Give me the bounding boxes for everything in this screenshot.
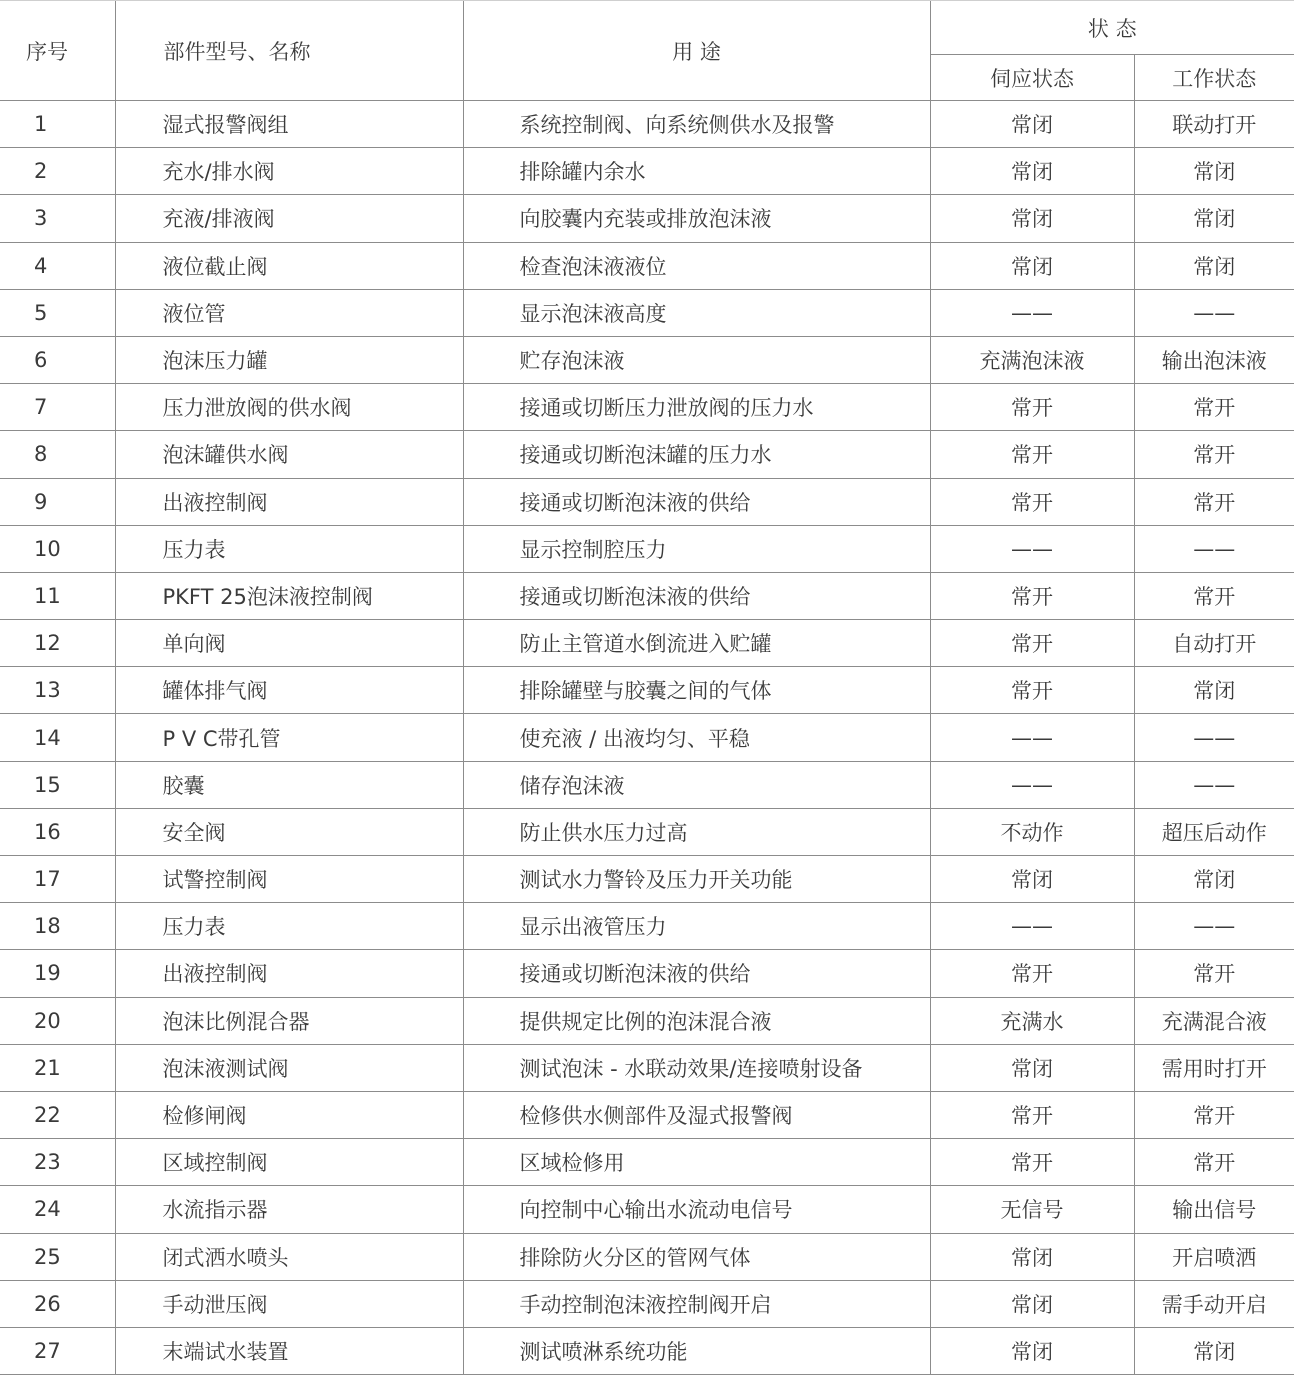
table-row	[0, 1233, 1294, 1280]
working-status: ——	[1134, 903, 1294, 950]
row-number: 16	[0, 808, 115, 855]
component-name: 水流指示器	[115, 1186, 463, 1233]
standby-status: 充满泡沫液	[930, 336, 1134, 383]
standby-status: ——	[930, 289, 1134, 336]
table-row	[0, 242, 1294, 289]
table-row	[0, 808, 1294, 855]
component-name: 泡沫罐供水阀	[115, 431, 463, 478]
row-number: 25	[0, 1233, 115, 1280]
standby-status: 常开	[930, 1139, 1134, 1186]
component-name: 检修闸阀	[115, 1091, 463, 1138]
row-number: 12	[0, 620, 115, 667]
standby-status: 常闭	[930, 856, 1134, 903]
table-row	[0, 714, 1294, 761]
header-no: 序号	[0, 1, 115, 101]
component-purpose: 测试水力警铃及压力开关功能	[463, 856, 930, 903]
component-name: 液位截止阀	[115, 242, 463, 289]
working-status: 常闭	[1134, 667, 1294, 714]
standby-status: 常闭	[930, 242, 1134, 289]
table-row	[0, 1186, 1294, 1233]
standby-status: 常闭	[930, 195, 1134, 242]
table-row	[0, 667, 1294, 714]
component-name: 罐体排气阀	[115, 667, 463, 714]
standby-status: ——	[930, 903, 1134, 950]
component-name: 充水/排水阀	[115, 148, 463, 195]
table-row	[0, 148, 1294, 195]
working-status: 常闭	[1134, 195, 1294, 242]
standby-status: 常闭	[930, 101, 1134, 148]
component-name: 湿式报警阀组	[115, 101, 463, 148]
working-status: 常开	[1134, 1091, 1294, 1138]
row-number: 19	[0, 950, 115, 997]
working-status: 联动打开	[1134, 101, 1294, 148]
component-purpose: 向胶囊内充装或排放泡沫液	[463, 195, 930, 242]
component-name: 区域控制阀	[115, 1139, 463, 1186]
component-purpose: 接通或切断泡沫液的供给	[463, 572, 930, 619]
component-name: 手动泄压阀	[115, 1280, 463, 1327]
standby-status: ——	[930, 525, 1134, 572]
standby-status: 常闭	[930, 1280, 1134, 1327]
table-row	[0, 525, 1294, 572]
working-status: ——	[1134, 289, 1294, 336]
working-status: 常开	[1134, 572, 1294, 619]
working-status: 常开	[1134, 950, 1294, 997]
standby-status: 常闭	[930, 1233, 1134, 1280]
table-row	[0, 431, 1294, 478]
row-number: 17	[0, 856, 115, 903]
standby-status: 常开	[930, 1091, 1134, 1138]
standby-status: 常开	[930, 384, 1134, 431]
working-status: 超压后动作	[1134, 808, 1294, 855]
working-status: 常闭	[1134, 1327, 1294, 1374]
row-number: 7	[0, 384, 115, 431]
row-number: 8	[0, 431, 115, 478]
working-status: 常闭	[1134, 148, 1294, 195]
working-status: ——	[1134, 761, 1294, 808]
table-row	[0, 384, 1294, 431]
header-use: 用 途	[463, 1, 930, 101]
row-number: 26	[0, 1280, 115, 1327]
component-name: 液位管	[115, 289, 463, 336]
row-number: 13	[0, 667, 115, 714]
standby-status: 常开	[930, 620, 1134, 667]
component-purpose: 排除防火分区的管网气体	[463, 1233, 930, 1280]
table-row	[0, 1327, 1294, 1374]
component-purpose: 测试喷淋系统功能	[463, 1327, 930, 1374]
table-row	[0, 289, 1294, 336]
row-number: 22	[0, 1091, 115, 1138]
working-status: 常开	[1134, 384, 1294, 431]
standby-status: 无信号	[930, 1186, 1134, 1233]
row-number: 5	[0, 289, 115, 336]
working-status: ——	[1134, 714, 1294, 761]
standby-status: ——	[930, 761, 1134, 808]
table-row	[0, 478, 1294, 525]
component-purpose: 区域检修用	[463, 1139, 930, 1186]
component-name: 泡沫比例混合器	[115, 997, 463, 1044]
component-purpose: 排除罐壁与胶囊之间的气体	[463, 667, 930, 714]
component-name: P V C带孔管	[115, 714, 463, 761]
component-purpose: 向控制中心输出水流动电信号	[463, 1186, 930, 1233]
component-name: 充液/排液阀	[115, 195, 463, 242]
row-number: 4	[0, 242, 115, 289]
table-row	[0, 195, 1294, 242]
table-row	[0, 761, 1294, 808]
component-name: 安全阀	[115, 808, 463, 855]
component-name: 压力表	[115, 525, 463, 572]
component-purpose: 显示泡沫液高度	[463, 289, 930, 336]
standby-status: 常开	[930, 667, 1134, 714]
component-name: 出液控制阀	[115, 478, 463, 525]
standby-status: 常开	[930, 572, 1134, 619]
table-row	[0, 903, 1294, 950]
row-number: 10	[0, 525, 115, 572]
standby-status: 常开	[930, 950, 1134, 997]
standby-status: ——	[930, 714, 1134, 761]
component-name: 泡沫压力罐	[115, 336, 463, 383]
component-purpose: 显示出液管压力	[463, 903, 930, 950]
component-name: 末端试水装置	[115, 1327, 463, 1374]
row-number: 15	[0, 761, 115, 808]
standby-status: 常闭	[930, 148, 1134, 195]
working-status: 充满混合液	[1134, 997, 1294, 1044]
working-status: 常闭	[1134, 242, 1294, 289]
table-row	[0, 336, 1294, 383]
row-number: 23	[0, 1139, 115, 1186]
table-row	[0, 572, 1294, 619]
working-status: 常开	[1134, 431, 1294, 478]
component-purpose: 接通或切断压力泄放阀的压力水	[463, 384, 930, 431]
table-row	[0, 1091, 1294, 1138]
component-name: 压力表	[115, 903, 463, 950]
table-row	[0, 1280, 1294, 1327]
row-number: 6	[0, 336, 115, 383]
component-purpose: 提供规定比例的泡沫混合液	[463, 997, 930, 1044]
standby-status: 常闭	[930, 1044, 1134, 1091]
component-purpose: 储存泡沫液	[463, 761, 930, 808]
row-number: 24	[0, 1186, 115, 1233]
table-row	[0, 856, 1294, 903]
component-purpose: 系统控制阀、向系统侧供水及报警	[463, 101, 930, 148]
component-purpose: 使充液 / 出液均匀、平稳	[463, 714, 930, 761]
row-number: 1	[0, 101, 115, 148]
component-purpose: 防止主管道水倒流进入贮罐	[463, 620, 930, 667]
working-status: 开启喷洒	[1134, 1233, 1294, 1280]
row-number: 27	[0, 1327, 115, 1374]
header-standby-status: 伺应状态	[930, 55, 1134, 101]
working-status: 需手动开启	[1134, 1280, 1294, 1327]
component-purpose: 检修供水侧部件及湿式报警阀	[463, 1091, 930, 1138]
component-purpose: 贮存泡沫液	[463, 336, 930, 383]
working-status: 需用时打开	[1134, 1044, 1294, 1091]
table-header	[0, 1, 1294, 101]
component-purpose: 显示控制腔压力	[463, 525, 930, 572]
component-name: 泡沫液测试阀	[115, 1044, 463, 1091]
working-status: 自动打开	[1134, 620, 1294, 667]
table-row	[0, 1139, 1294, 1186]
standby-status: 常开	[930, 431, 1134, 478]
working-status: 常开	[1134, 478, 1294, 525]
header-status: 状 态	[930, 1, 1294, 55]
standby-status: 充满水	[930, 997, 1134, 1044]
row-number: 14	[0, 714, 115, 761]
row-number: 20	[0, 997, 115, 1044]
standby-status: 常开	[930, 478, 1134, 525]
table-row	[0, 101, 1294, 148]
component-name: PKFT 25泡沫液控制阀	[115, 572, 463, 619]
standby-status: 不动作	[930, 808, 1134, 855]
component-purpose: 接通或切断泡沫液的供给	[463, 478, 930, 525]
header-name: 部件型号、名称	[115, 1, 463, 101]
component-purpose: 检查泡沫液液位	[463, 242, 930, 289]
component-name: 胶囊	[115, 761, 463, 808]
component-purpose: 手动控制泡沫液控制阀开启	[463, 1280, 930, 1327]
working-status: 输出信号	[1134, 1186, 1294, 1233]
standby-status: 常闭	[930, 1327, 1134, 1374]
component-purpose: 接通或切断泡沫罐的压力水	[463, 431, 930, 478]
component-name: 单向阀	[115, 620, 463, 667]
working-status: 输出泡沫液	[1134, 336, 1294, 383]
table-row	[0, 620, 1294, 667]
row-number: 2	[0, 148, 115, 195]
working-status: ——	[1134, 525, 1294, 572]
component-purpose: 防止供水压力过高	[463, 808, 930, 855]
component-name: 出液控制阀	[115, 950, 463, 997]
row-number: 11	[0, 572, 115, 619]
table-row	[0, 950, 1294, 997]
table-row	[0, 997, 1294, 1044]
working-status: 常开	[1134, 1139, 1294, 1186]
row-number: 21	[0, 1044, 115, 1091]
component-purpose: 排除罐内余水	[463, 148, 930, 195]
row-number: 3	[0, 195, 115, 242]
component-name: 压力泄放阀的供水阀	[115, 384, 463, 431]
component-purpose: 测试泡沫 - 水联动效果/连接喷射设备	[463, 1044, 930, 1091]
row-number: 18	[0, 903, 115, 950]
component-name: 闭式洒水喷头	[115, 1233, 463, 1280]
working-status: 常闭	[1134, 856, 1294, 903]
table-row	[0, 1044, 1294, 1091]
table-body	[0, 101, 1294, 1375]
component-purpose: 接通或切断泡沫液的供给	[463, 950, 930, 997]
row-number: 9	[0, 478, 115, 525]
component-name: 试警控制阀	[115, 856, 463, 903]
header-working-status: 工作状态	[1134, 55, 1294, 101]
